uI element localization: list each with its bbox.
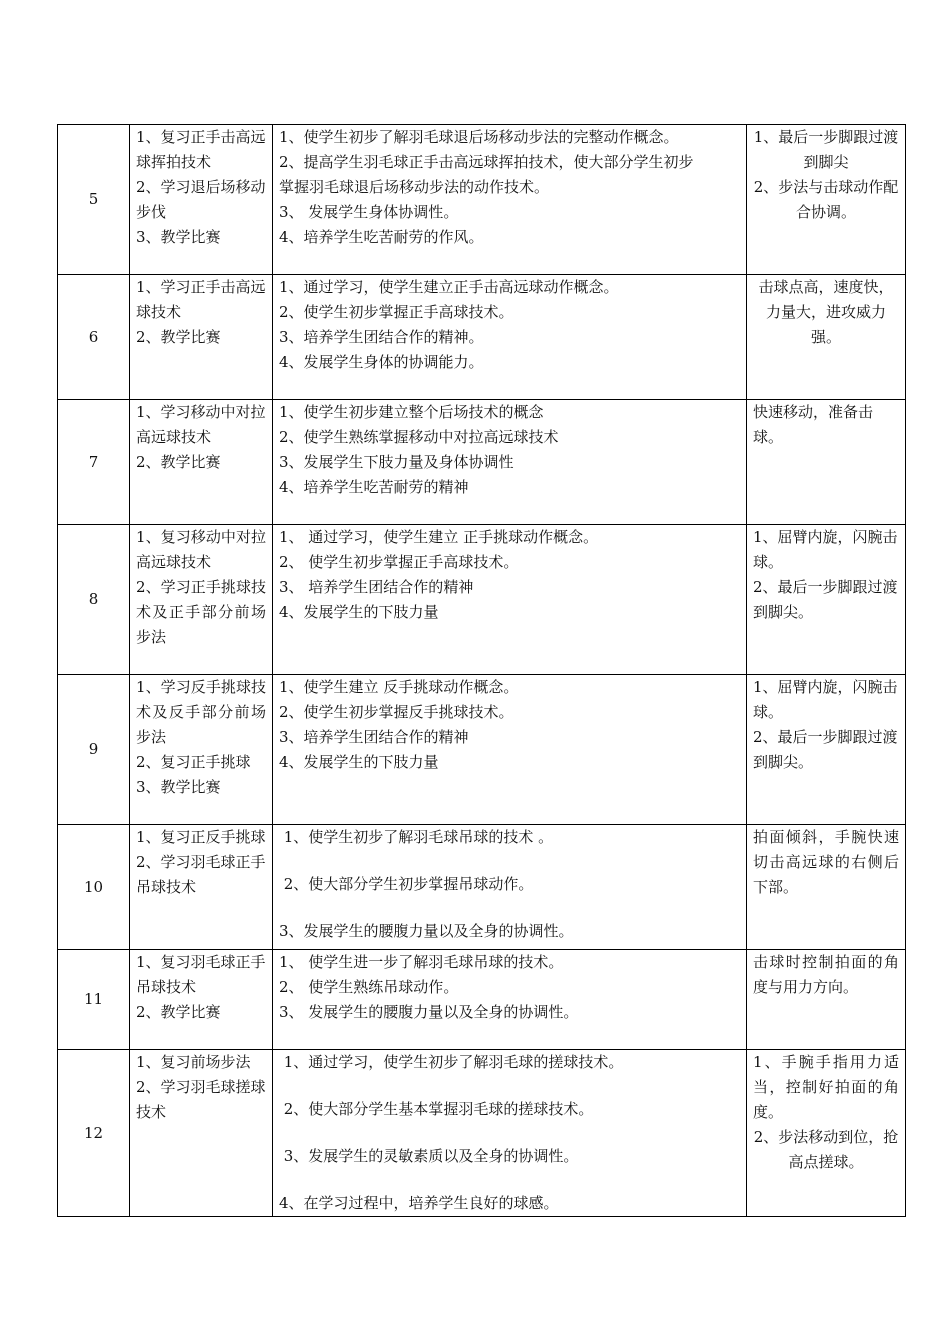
table-row xyxy=(58,125,906,275)
goal-item: 3、发展学生的灵敏素质以及全身的协调性。 xyxy=(279,1147,579,1165)
topic-item: 2、学习羽毛球搓球技术 xyxy=(136,1078,266,1121)
topic-item: 1、复习羽毛球正手吊球技术 xyxy=(136,953,266,996)
lesson-number: 12 xyxy=(58,1050,130,1217)
key-points xyxy=(747,1050,906,1217)
topic-item: 1、学习反手挑球技术及反手部分前场步法 xyxy=(136,678,266,746)
goal-item: 2、使大部分学生初步掌握吊球动作。 xyxy=(279,875,534,893)
lesson-number: 9 xyxy=(58,675,130,825)
lesson-goals xyxy=(273,675,747,825)
goal-item: 3、 培养学生团结合作的精神 xyxy=(279,578,474,596)
goal-item: 2、使学生初步掌握正手高球技术。 xyxy=(279,303,514,321)
key-points xyxy=(747,525,906,675)
lesson-topics xyxy=(130,275,273,400)
topic-item: 1、复习前场步法 xyxy=(136,1053,251,1071)
goal-item: 1、通过学习，使学生初步了解羽毛球的搓球技术。 xyxy=(279,1053,624,1071)
goal-item: 1、使学生初步建立整个后场技术的概念 xyxy=(279,403,544,421)
topic-item: 3、教学比赛 xyxy=(136,778,221,796)
table-row xyxy=(58,675,906,825)
lesson-goals xyxy=(273,1050,747,1217)
topic-item: 1、复习正反手挑球 xyxy=(136,828,266,846)
topic-item: 1、学习移动中对拉高远球技术 xyxy=(136,403,266,446)
topic-item: 1、复习正手击高远球挥拍技术 xyxy=(136,128,266,171)
goal-item: 1、使学生建立 反手挑球动作概念。 xyxy=(279,678,519,696)
key-point-item: 快速移动，准备击球。 xyxy=(753,403,874,446)
goal-item: 3、发展学生的腰腹力量以及全身的协调性。 xyxy=(279,922,574,940)
key-points xyxy=(747,675,906,825)
topic-item: 1、学习正手击高远球技术 xyxy=(136,278,266,321)
goal-item: 4、发展学生身体的协调能力。 xyxy=(279,353,484,371)
key-point-item: 2、最后一步脚跟过渡到脚尖。 xyxy=(753,578,898,621)
key-point-item: 2、步法与击球动作配合协调。 xyxy=(753,178,899,221)
lesson-goals xyxy=(273,400,747,525)
lesson-goals xyxy=(273,950,747,1050)
goal-item: 1、 使学生进一步了解羽毛球吊球的技术。 xyxy=(279,953,564,971)
goal-item: 3、发展学生下肢力量及身体协调性 xyxy=(279,453,514,471)
table-row xyxy=(58,400,906,525)
goal-item: 3、 发展学生的腰腹力量以及全身的协调性。 xyxy=(279,1003,579,1021)
goal-item: 4、培养学生吃苦耐劳的精神 xyxy=(279,478,469,496)
goal-item: 1、通过学习，使学生建立正手击高远球动作概念。 xyxy=(279,278,619,296)
lesson-topics xyxy=(130,1050,273,1217)
goal-item: 3、 发展学生身体协调性。 xyxy=(279,203,459,221)
goal-item: 3、培养学生团结合作的精神 xyxy=(279,728,469,746)
goal-item: 2、使学生初步掌握反手挑球技术。 xyxy=(279,703,514,721)
topic-item: 2、学习正手挑球技术及正手部分前场步法 xyxy=(136,578,266,646)
key-point-item: 击球点高，速度快，力量大，进攻威力强。 xyxy=(758,278,894,346)
topic-item: 2、学习羽毛球正手吊球技术 xyxy=(136,853,266,896)
lesson-number: 11 xyxy=(58,950,130,1050)
goal-item: 2、使学生熟练掌握移动中对拉高远球技术 xyxy=(279,428,559,446)
topic-item: 3、教学比赛 xyxy=(136,228,221,246)
lesson-number: 8 xyxy=(58,525,130,675)
lesson-number: 5 xyxy=(58,125,130,275)
goal-item: 2、提高学生羽毛球正手击高远球挥拍技术，使大部分学生初步 xyxy=(279,153,694,171)
lesson-topics xyxy=(130,825,273,950)
topic-item: 1、复习移动中对拉高远球技术 xyxy=(136,528,266,571)
key-point-item: 1、最后一步脚跟过渡到脚尖 xyxy=(753,128,899,171)
lesson-topics xyxy=(130,525,273,675)
lesson-number: 7 xyxy=(58,400,130,525)
topic-item: 2、教学比赛 xyxy=(136,328,221,346)
topic-item: 2、学习退后场移动步伐 xyxy=(136,178,266,221)
goal-item: 2、 使学生熟练吊球动作。 xyxy=(279,978,459,996)
goal-item: 4、发展学生的下肢力量 xyxy=(279,603,439,621)
key-points xyxy=(747,125,906,275)
table-row xyxy=(58,1050,906,1217)
goal-item: 1、使学生初步了解羽毛球吊球的技术 。 xyxy=(279,828,554,846)
table-row xyxy=(58,275,906,400)
goal-item: 2、使大部分学生基本掌握羽毛球的搓球技术。 xyxy=(279,1100,594,1118)
key-points xyxy=(747,825,906,950)
key-point-item: 击球时控制拍面的角度与用力方向。 xyxy=(753,953,899,996)
topic-item: 2、复习正手挑球 xyxy=(136,753,251,771)
topic-item: 2、教学比赛 xyxy=(136,453,221,471)
lesson-goals xyxy=(273,125,747,275)
goal-item: 1、 通过学习，使学生建立 正手挑球动作概念。 xyxy=(279,528,599,546)
lesson-number: 6 xyxy=(58,275,130,400)
key-point-item: 1、手腕手指用力适当，控制好拍面的角度。 xyxy=(753,1053,899,1121)
goal-item: 2、 使学生初步掌握正手高球技术。 xyxy=(279,553,519,571)
goal-item: 3、培养学生团结合作的精神。 xyxy=(279,328,484,346)
key-point-item: 2、最后一步脚跟过渡到脚尖。 xyxy=(753,728,898,771)
lesson-goals xyxy=(273,275,747,400)
lesson-goals xyxy=(273,825,747,950)
lesson-topics xyxy=(130,675,273,825)
lesson-number: 10 xyxy=(58,825,130,950)
goal-item: 4、发展学生的下肢力量 xyxy=(279,753,439,771)
lesson-topics xyxy=(130,950,273,1050)
goal-item: 掌握羽毛球退后场移动步法的动作技术。 xyxy=(279,178,550,196)
key-point-item: 2、步法移动到位，抢高点搓球。 xyxy=(753,1128,899,1171)
lesson-goals xyxy=(273,525,747,675)
table-row xyxy=(58,950,906,1050)
lesson-plan-table xyxy=(57,124,906,1217)
lesson-topics xyxy=(130,125,273,275)
table-row xyxy=(58,525,906,675)
table-row xyxy=(58,825,906,950)
key-point-item: 1、屈臂内旋，闪腕击球。 xyxy=(753,528,898,571)
key-points xyxy=(747,950,906,1050)
lesson-topics xyxy=(130,400,273,525)
key-point-item: 拍面倾斜，手腕快速切击高远球的右侧后下部。 xyxy=(753,828,899,896)
key-point-item: 1、屈臂内旋，闪腕击球。 xyxy=(753,678,898,721)
goal-item: 4、在学习过程中，培养学生良好的球感。 xyxy=(279,1194,559,1212)
key-points xyxy=(747,400,906,525)
goal-item: 4、培养学生吃苦耐劳的作风。 xyxy=(279,228,484,246)
topic-item: 2、教学比赛 xyxy=(136,1003,221,1021)
key-points xyxy=(747,275,906,400)
goal-item: 1、使学生初步了解羽毛球退后场移动步法的完整动作概念。 xyxy=(279,128,679,146)
